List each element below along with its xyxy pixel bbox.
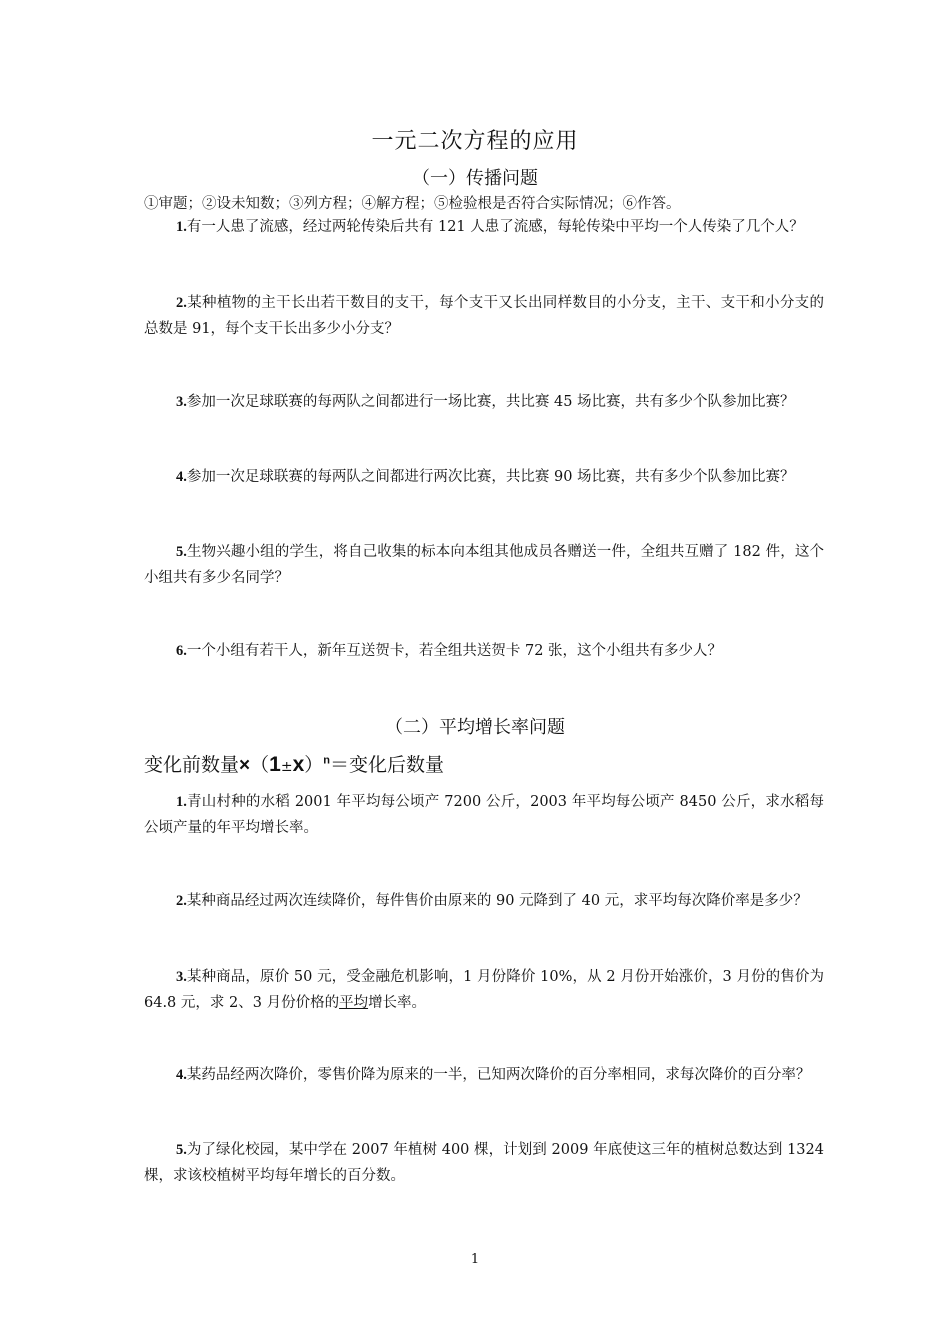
solving-steps: ①审题；②设未知数；③列方程；④解方程；⑤检验根是否符合实际情况；⑥作答。	[144, 196, 681, 212]
problem-item	[144, 638, 824, 664]
problem-number: 6.	[176, 643, 187, 659]
problem-text: 某种商品，原价 50 元，受金融危机影响，1 月份降价 10%，从 2 月份开始涨价，3 月份的售价为 64.8 元，求 2、3 月份价格的	[144, 969, 824, 1011]
problem-number: 4.	[176, 469, 187, 485]
formula-plusminus: ±	[280, 759, 293, 775]
problem-text: 生物兴趣小组的学生，将自己收集的标本向本组其他成员各赠送一件，全组共互赠了 182 件，这个小组共有多少名同学？	[144, 544, 824, 586]
problem-item	[144, 1137, 824, 1189]
problem-number: 2.	[176, 295, 187, 311]
formula-lparen: （	[250, 754, 270, 776]
formula-after: ＝变化后数量	[330, 754, 445, 776]
problem-text: 某药品经两次降价，零售价降为原来的一半，已知两次降价的百分率相同，求每次降价的百分率？	[186, 1067, 811, 1083]
problem-item	[144, 290, 824, 342]
problem-number: 5.	[176, 544, 187, 560]
formula-exponent: n	[323, 754, 330, 767]
document-title: 一元二次方程的应用	[371, 129, 579, 154]
problem-item	[144, 464, 824, 490]
problem-item	[144, 964, 824, 1016]
problem-number: 5.	[176, 1142, 187, 1158]
problem-item	[144, 1062, 824, 1088]
problem-number: 4.	[176, 1067, 187, 1083]
section-heading-growth: （二）平均增长率问题	[385, 717, 565, 738]
problem-text: 某种商品经过两次连续降价，每件售价由原来的 90 元降到了 40 元，求平均每次降价率是多少？	[186, 893, 808, 909]
problem-item	[144, 789, 824, 841]
problem-text: 青山村种的水稻 2001 年平均每公顷产 7200 公斤，2003 年平均每公顷产 8450 公斤，求水稻每公顷产量的年平均增长率。	[144, 794, 824, 836]
problem-text: 为了绿化校园，某中学在 2007 年植树 400 棵，计划到 2009 年底使这三年的植树总数达到 1324 棵，求该校植树平均每年增长的百分数。	[144, 1142, 824, 1184]
problem-number: 1.	[176, 219, 187, 235]
problem-text-underlined: 平均	[339, 995, 369, 1011]
formula-x: x	[292, 753, 305, 776]
page-number: 1	[470, 1252, 480, 1267]
problem-text: 增长率。	[368, 995, 427, 1011]
section-heading-spread: （一）传播问题	[412, 168, 538, 189]
problem-item	[144, 539, 824, 591]
problem-text: 有一人患了流感，经过两轮传染后共有 121 人患了流感，每轮传染中平均一个人传染了几个人？	[186, 219, 804, 235]
problem-item	[144, 214, 824, 240]
problem-text: 参加一次足球联赛的每两队之间都进行一场比赛，共比赛 45 场比赛，共有多少个队参加比赛？	[186, 394, 795, 410]
problem-number: 3.	[176, 969, 187, 985]
problem-number: 3.	[176, 394, 187, 410]
formula-before: 变化前数量	[144, 754, 240, 776]
problem-number: 1.	[176, 794, 187, 810]
formula-rparen: ）	[304, 754, 324, 776]
growth-formula	[144, 750, 444, 777]
formula-times: ×	[239, 755, 251, 776]
problem-item	[144, 888, 824, 914]
problem-item	[144, 389, 824, 415]
problem-text: 一个小组有若干人，新年互送贺卡，若全组共送贺卡 72 张，这个小组共有多少人？	[186, 643, 723, 659]
problem-text: 参加一次足球联赛的每两队之间都进行两次比赛，共比赛 90 场比赛，共有多少个队参加比赛？	[186, 469, 795, 485]
problem-text: 某种植物的主干长出若干数目的支干，每个支干又长出同样数目的小分支，主干、支干和小分支的总数是 91，每个支干长出多少小分支？	[144, 295, 824, 337]
problem-number: 2.	[176, 893, 187, 909]
formula-one: 1	[269, 753, 281, 776]
